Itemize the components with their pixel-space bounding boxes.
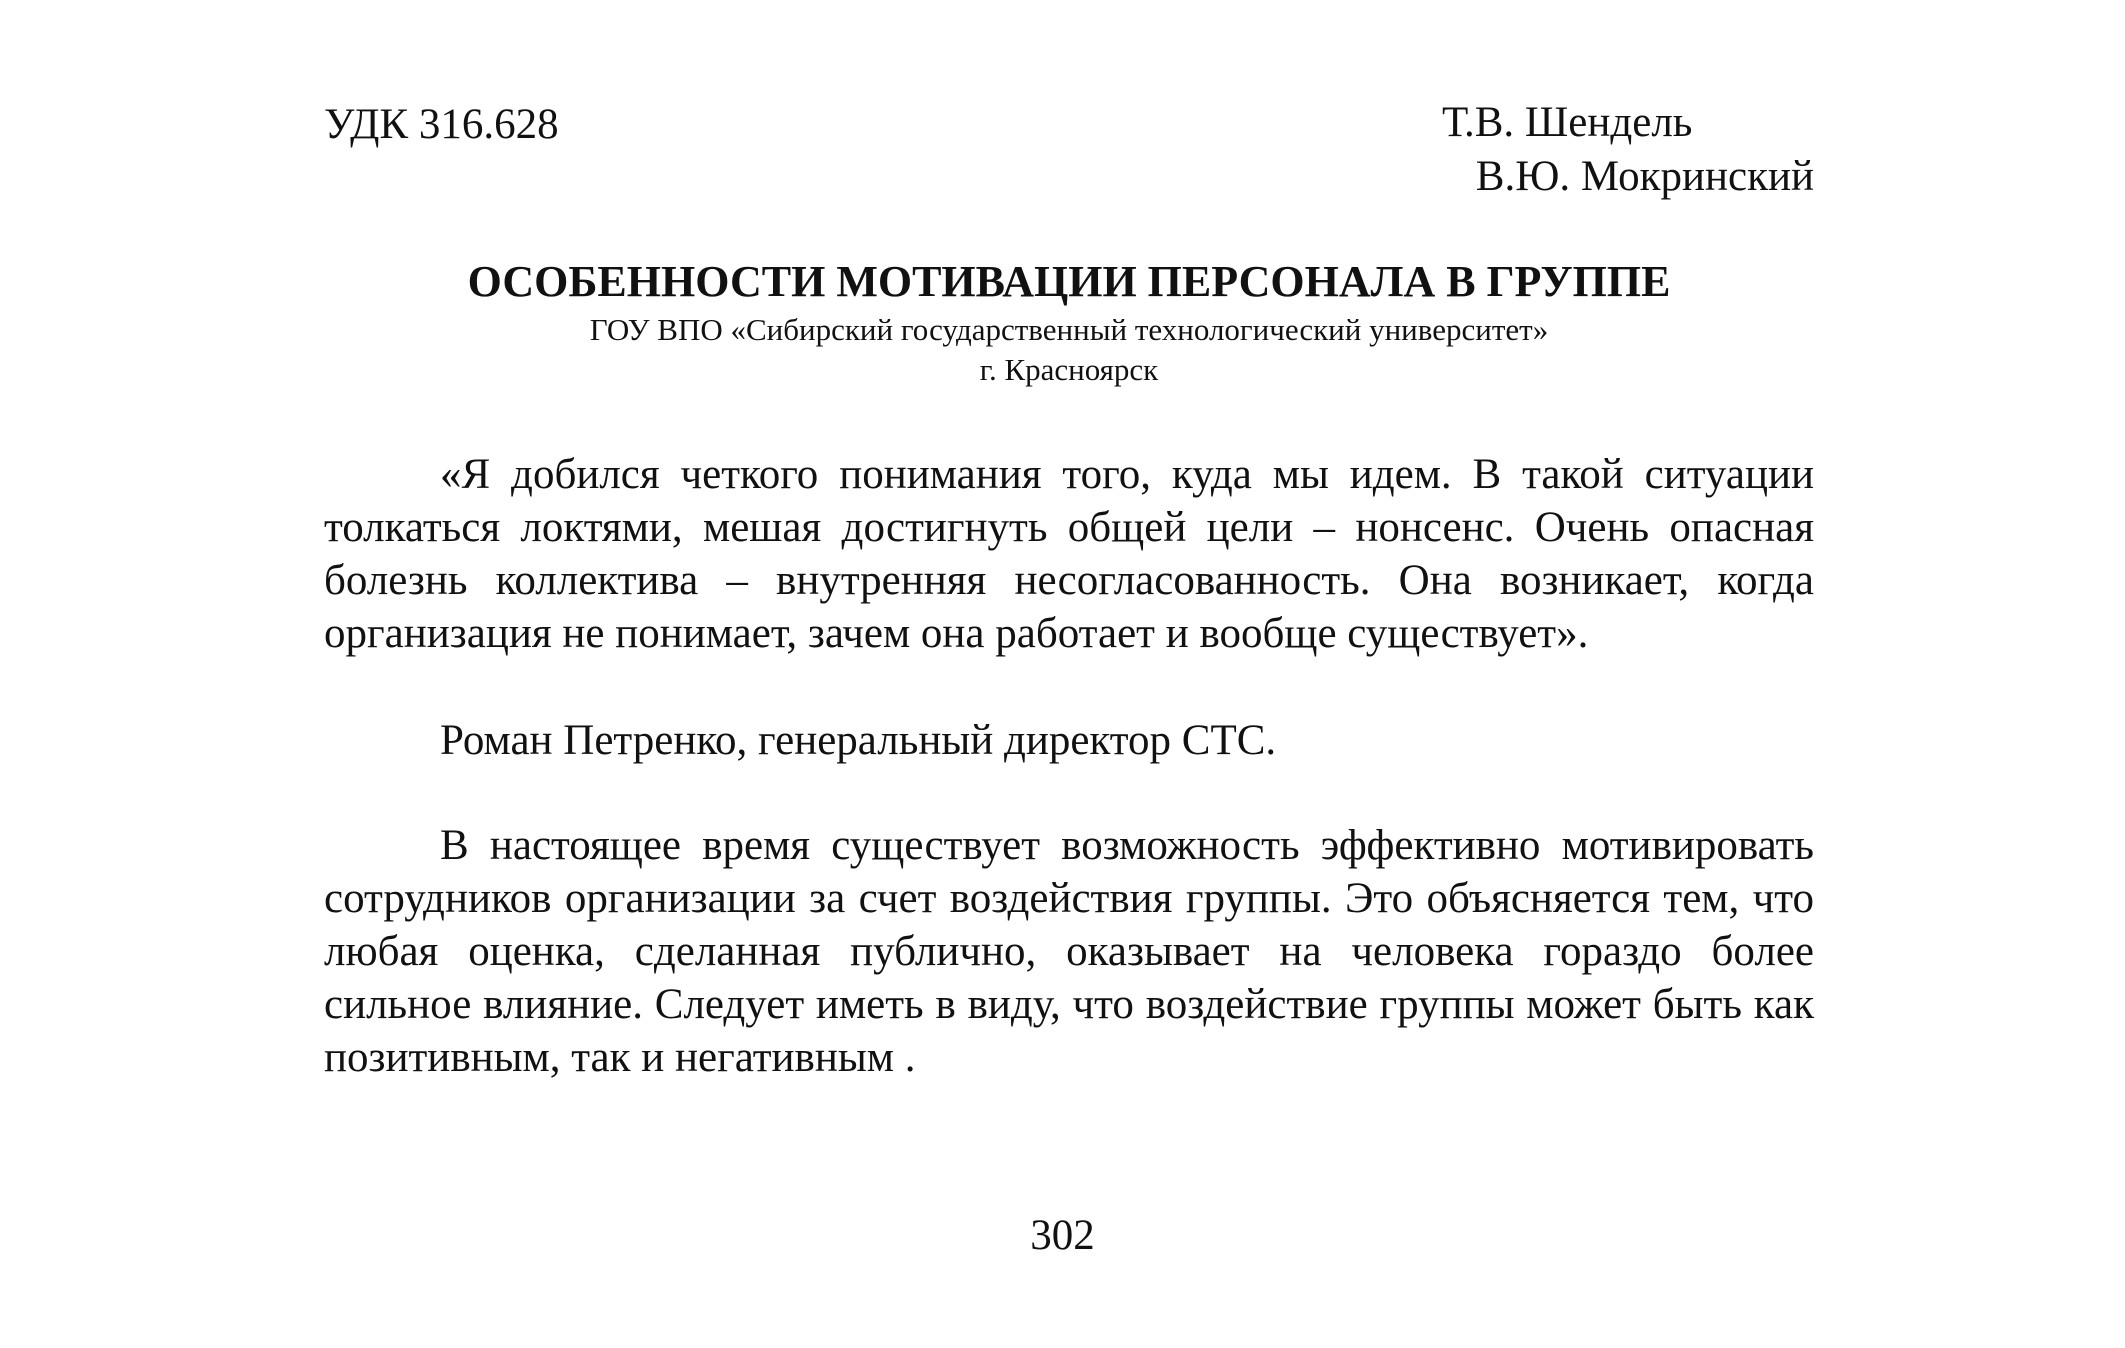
author-name: В.Ю. Мокринский [1475,153,1814,200]
author-list [1434,96,1814,204]
header-row [324,96,1814,206]
city: г. Красноярск [979,352,1159,387]
author-name: Т.В. Шендель [1442,99,1693,146]
page-number: 302 [1030,1212,1095,1259]
body-paragraph: В настоящее время существует возможность эффективно мотивировать сотрудников организации за счет воздействия группы. Это объясняется тем, что любая оценка, сделанная публично, оказывает на человека гораздо более сильное влияние. Следует иметь в виду, что воздействие группы может быть как позитивным, так и негативным . [324,822,1814,1081]
udk-code: УДК 316.628 [324,101,559,148]
epigraph-attribution: Роман Петренко, генеральный директор СТС. [440,717,1277,764]
title-block [324,254,1814,390]
affiliation: ГОУ ВПО «Сибирский государственный технологический университет» [589,312,1549,347]
epigraph-quote: «Я добился четкого понимания того, куда мы идем. В такой ситуации толкаться локтями, мешая достигнуть общей цели – нонсенс. Очень опасная болезнь коллектива – внутренняя несогласованность. Она возникает, когда организация не понимает, зачем она работает и вообще существует». [324,451,1814,657]
paper-title: ОСОБЕННОСТИ МОТИВАЦИИ ПЕРСОНАЛА В ГРУППЕ [467,257,1671,306]
